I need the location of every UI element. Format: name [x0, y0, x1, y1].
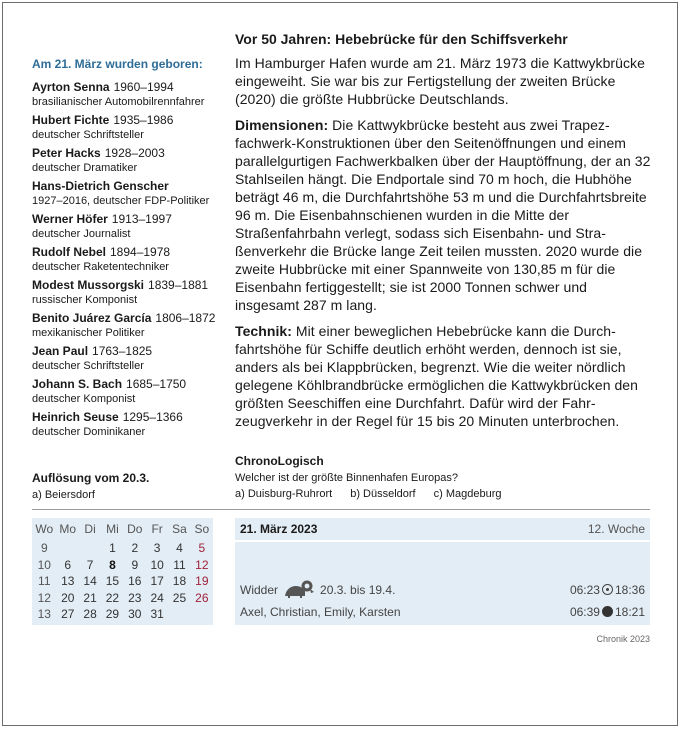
person-description: deutscher Dramatiker: [32, 162, 138, 174]
article-section-technik: [235, 322, 655, 430]
week-number-cell: 12: [37, 590, 51, 605]
calendar-header-cell: So: [194, 522, 210, 536]
sunset-time: 18:36: [614, 583, 645, 597]
calendar-header-cell: Mo: [59, 522, 77, 536]
moonset-time: 18:21: [614, 605, 645, 619]
calendar-day-cell: 11: [173, 557, 186, 572]
person-name: Hans-Dietrich Genscher: [32, 179, 169, 193]
calendar-day-cell: [79, 540, 101, 557]
calendar-day-cell: 20: [61, 590, 75, 605]
zodiac-row: [240, 581, 645, 599]
calendar-header-cell: Sa: [172, 522, 187, 536]
week-number-cell: 10: [37, 557, 51, 572]
section-text: Die Kattwykbrücke besteht aus zwei Trapezfachwerk-Konstruktionen über den Seitenöffnungen und einem parallelgurtigen Fachwerkbalken über der Hauptöffnung, der an 32 Stahlseilen hängt. Die Endportale sind 70 m hoch, die Hubhöhe beträgt 46 m, die Durchfahrtshöhe 53 m und die Durchfahrtsbreite 96 m. Die Eisenbahnschienen wurden in die Mitte der Straßenfahrbahn verlegt, sodass sich Eisenbahn- und Straßenverkehr die Brücke lange Zeit teilen mussten. 2020 wurde die zweite Hubbrücke mit einer Spannweite von 130,85 m für die Eisenbahn fertiggestellt; sie ist 2000 Tonnen schwer und insgesamt 287 m lang.: [235, 117, 651, 313]
calendar-day-cell: 18: [172, 574, 187, 589]
week-number-cell: 13: [37, 607, 51, 622]
calendar-day-cell: 19: [195, 574, 209, 589]
person-entry: [32, 146, 227, 175]
solution-title: Auflösung vom 20.3.: [32, 471, 150, 485]
person-name: Peter Hacks: [32, 146, 101, 160]
person-entry: [32, 311, 227, 340]
person-description: mexikanischer Politiker: [32, 327, 145, 339]
calendar-day-cell: [168, 606, 190, 623]
quiz-option: b) Düsseldorf: [350, 488, 416, 500]
person-description: deutscher Journalist: [32, 228, 131, 240]
calendar-day-cell: 22: [105, 590, 120, 605]
person-years: 1913–1997: [111, 212, 172, 226]
person-name: Jean Paul: [32, 344, 89, 358]
footer-label: Chronik 2023: [596, 634, 650, 644]
solution-box: [32, 471, 227, 502]
person-years: 1935–1986: [113, 113, 174, 127]
person-entry: [32, 80, 227, 109]
section-heading: Dimensionen:: [235, 117, 329, 133]
name-days: Axel, Christian, Emily, Karsten: [240, 605, 401, 619]
person-name: Benito Juárez García: [32, 311, 152, 325]
person-name: Werner Höfer: [32, 212, 108, 226]
section-text: Mit einer beweglichen Hebebrücke kann die Durchfahrtshöhe für Schiffe deutlich erhöht werden, dennoch ist sie, anders als bei Klappbrücken, begrenzt. Wie die weiter nördlich gelegene Köhlbrandbrücke ermöglichen die Kattwykbrücken den größten Seeschiffen eine Durchfahrt. Dafür wird der Fahrzeugverkehr in der Regel für 15 bis 20 Minuten unterbrochen.: [235, 323, 638, 429]
calendar-header-cell: Fr: [151, 522, 163, 536]
calendar-day-cell: 1: [109, 541, 116, 556]
calendar-header-cell: Do: [127, 522, 143, 536]
names-row: [240, 603, 645, 621]
calendar-header-row: [32, 518, 213, 540]
person-entry: [32, 179, 227, 208]
calendar-day-cell: 28: [83, 607, 97, 622]
article: [235, 30, 655, 438]
day-date: 21. März 2023: [240, 522, 318, 536]
day-panel: [235, 518, 650, 625]
person-name: Johann S. Bach: [32, 377, 123, 391]
calendar-day-cell: [191, 606, 213, 623]
person-description: deutscher Komponist: [32, 393, 136, 405]
person-description: deutscher Raketentechniker: [32, 261, 169, 273]
person-years: 1960–1994: [113, 80, 174, 94]
calendar-day-cell: 25: [172, 590, 187, 605]
calendar-day-cell: 14: [83, 574, 97, 589]
calendar-week-row: [32, 540, 213, 557]
quiz-box: [235, 454, 655, 501]
week-number-cell: 9: [40, 541, 48, 556]
person-entry: [32, 212, 227, 241]
solution-text: a) Beiersdorf: [32, 489, 95, 501]
people-list: [32, 80, 227, 439]
person-name: Ayrton Senna: [32, 80, 110, 94]
person-entry: [32, 377, 227, 406]
calendar-header-cell: Wo: [35, 522, 54, 536]
moon-icon: [602, 606, 613, 617]
person-description: deutscher Schriftsteller: [32, 360, 144, 372]
calendar-day-cell: 31: [150, 607, 164, 622]
calendar-day-cell: 2: [131, 541, 139, 556]
quiz-question: Welcher ist der größte Binnenhafen Europas?: [235, 472, 458, 484]
calendar-day-cell: 5: [198, 541, 206, 556]
zodiac-range: 20.3. bis 19.4.: [320, 583, 396, 597]
quiz-options: [235, 487, 655, 501]
calendar-header-cell: Mi: [106, 522, 119, 536]
day-body: [235, 542, 650, 625]
calendar-table: [32, 518, 213, 623]
person-entry: [32, 113, 227, 142]
article-section-dimensions: [235, 116, 655, 314]
person-entry: [32, 245, 227, 274]
divider: [32, 509, 650, 510]
person-entry: [32, 410, 227, 439]
section-heading: Technik:: [235, 323, 292, 339]
calendar-week-row: [32, 590, 213, 607]
person-description: russischer Komponist: [32, 294, 138, 306]
person-years: 1685–1750: [126, 377, 187, 391]
person-years: 1928–2003: [104, 146, 165, 160]
person-description: 1927–2016, deutscher FDP-Politiker: [32, 195, 210, 207]
calendar-day-cell: 30: [128, 607, 142, 622]
person-description: deutscher Dominikaner: [32, 426, 146, 438]
calendar-day-cell: 9: [131, 557, 139, 572]
calendar-day-cell: 7: [86, 557, 94, 572]
calendar-day-cell: 8: [109, 557, 116, 572]
calendar-day-cell: 4: [176, 541, 183, 556]
calendar-day-cell: 13: [61, 574, 75, 589]
person-description: brasilianischer Automobilrennfahrer: [32, 96, 205, 108]
person-years: 1894–1978: [110, 245, 171, 259]
sun-icon: [602, 584, 613, 595]
person-years: 1295–1366: [122, 410, 183, 424]
week-number: 12. Woche: [587, 522, 645, 536]
births-title: Am 21. März wurden geboren:: [32, 57, 203, 71]
person-name: Rudolf Nebel: [32, 245, 106, 259]
quiz-option: c) Magdeburg: [433, 488, 502, 500]
calendar-day-cell: 23: [128, 590, 142, 605]
calendar-day-cell: 16: [128, 574, 142, 589]
calendar-day-cell: 27: [61, 607, 75, 622]
sun-times: [570, 583, 645, 597]
article-title: Vor 50 Jahren: Hebebrücke für den Schiffsverkehr: [235, 31, 568, 47]
sunrise-time: 06:23: [569, 583, 600, 597]
calendar-day-cell: 17: [150, 574, 164, 589]
calendar-day-cell: 12: [195, 557, 209, 572]
calendar-day-cell: 15: [105, 574, 120, 589]
mini-calendar: [32, 518, 213, 625]
quiz-title: ChronoLogisch: [235, 454, 324, 468]
day-header: [235, 518, 650, 540]
calendar-week-row: [32, 606, 213, 623]
week-number-cell: 11: [38, 574, 51, 589]
calendar-day-cell: 24: [150, 590, 164, 605]
person-entry: [32, 344, 227, 373]
person-entry: [32, 278, 227, 307]
article-intro: Im Hamburger Hafen wurde am 21. März 1973 die Kattwykbrücke eingeweiht. Sie war bis zur Fertigstellung der zweiten Brücke (2020) die größte Hubbrücke Deutschlands.: [235, 55, 645, 107]
calendar-day-cell: 3: [153, 541, 161, 556]
calendar-day-cell: 21: [83, 590, 97, 605]
calendar-day-cell: 6: [64, 557, 72, 572]
person-name: Hubert Fichte: [32, 113, 110, 127]
births-section: [32, 57, 227, 443]
calendar-header-cell: Di: [84, 522, 96, 536]
moon-times: [570, 605, 645, 619]
zodiac-sign: Widder: [240, 583, 279, 597]
calendar-day-cell: 10: [150, 557, 164, 572]
person-name: Heinrich Seuse: [32, 410, 119, 424]
calendar-week-row: [32, 573, 213, 590]
person-name: Modest Mussorgski: [32, 278, 145, 292]
moonrise-time: 06:39: [569, 605, 600, 619]
person-years: 1839–1881: [148, 278, 209, 292]
person-years: 1763–1825: [92, 344, 153, 358]
calendar-day-cell: 29: [105, 607, 120, 622]
ram-icon: [283, 580, 315, 601]
person-description: deutscher Schriftsteller: [32, 129, 144, 141]
person-years: 1806–1872: [155, 311, 216, 325]
calendar-day-cell: [57, 540, 79, 557]
calendar-day-cell: 26: [195, 590, 209, 605]
calendar-week-row: [32, 557, 213, 574]
quiz-option: a) Duisburg-Ruhrort: [235, 488, 333, 500]
